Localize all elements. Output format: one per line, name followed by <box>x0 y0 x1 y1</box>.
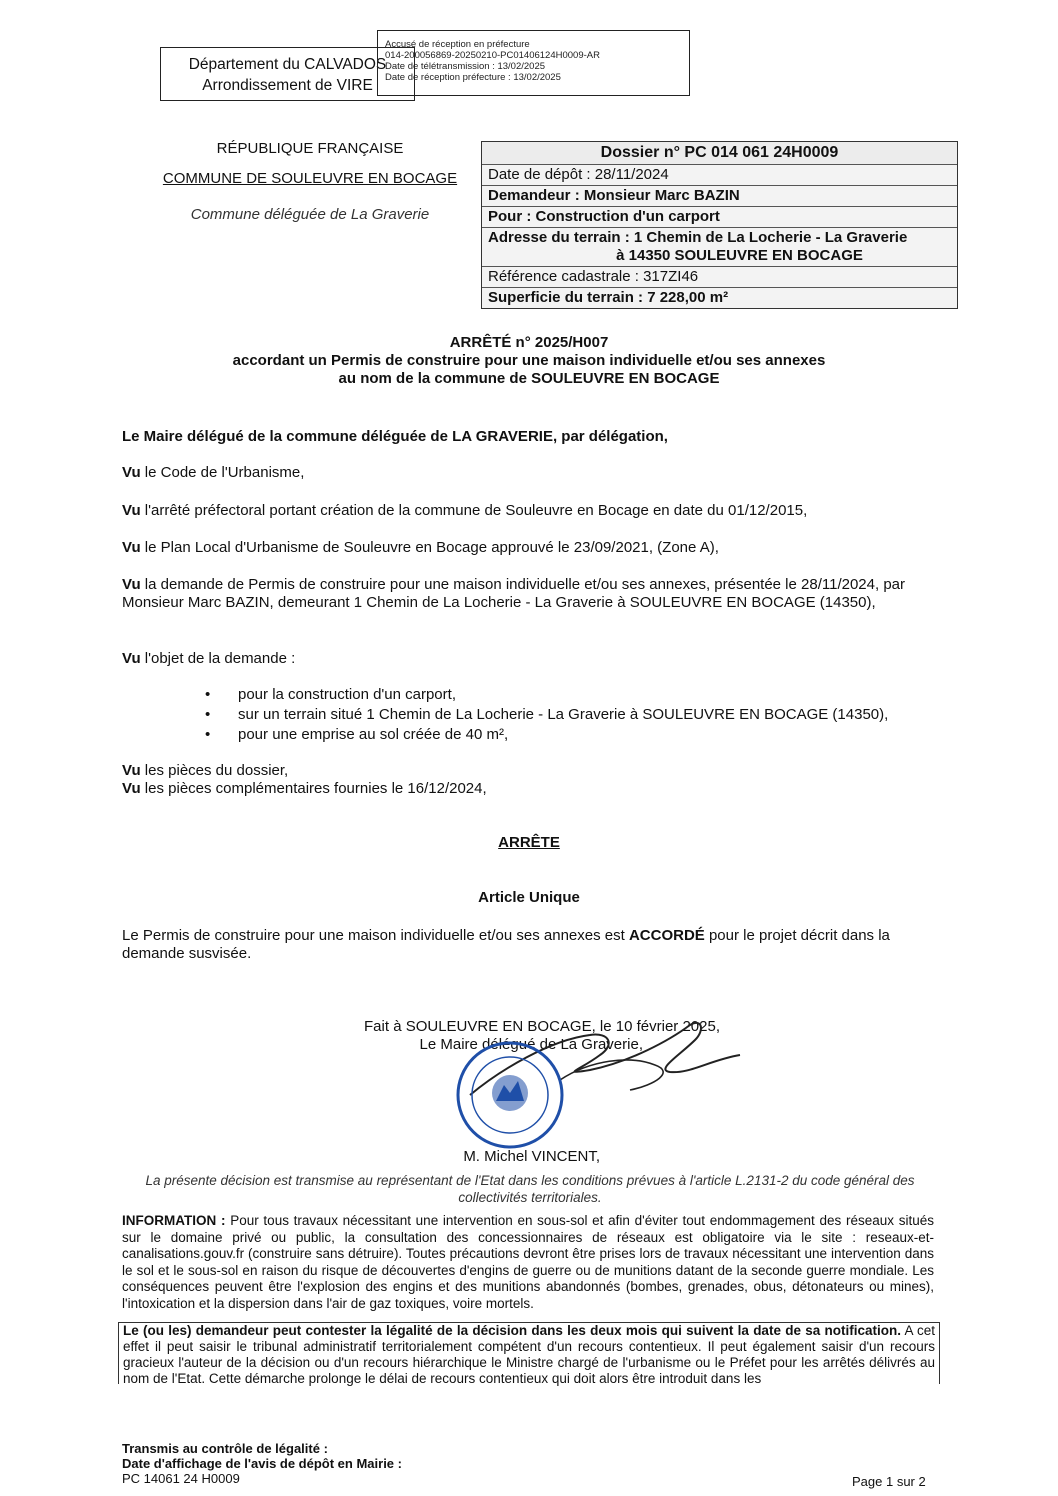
dossier-date-depot: Date de dépôt : 28/11/2024 <box>482 164 957 185</box>
vu-text: la demande de Permis de construire pour une maison individuelle et/ou ses annexes, présentée le 28/11/2024, par Monsieur Marc BAZIN, demeurant 1 Chemin de La Locherie - La Graverie à SOULEUVRE EN BOCAGE (14350), <box>122 576 905 611</box>
fait-line: Fait à SOULEUVRE EN BOCAGE, le 10 février 2025, <box>364 1018 720 1035</box>
prefecture-receipt-stamp <box>377 30 690 96</box>
info-label: INFORMATION : <box>122 1213 226 1228</box>
arrondissement-line: Arrondissement de VIRE <box>202 77 373 94</box>
stamp-line-4: Date de réception préfecture : 13/02/2025 <box>385 72 561 83</box>
recours-block <box>118 1322 940 1384</box>
vu-label: Vu <box>122 539 141 556</box>
department-line: Département du CALVADOS <box>188 56 387 73</box>
dossier-superficie: Superficie du terrain : 7 228,00 m² <box>482 287 957 308</box>
dossier-table <box>481 141 958 309</box>
maire-role: Le Maire délégué de La Graverie, <box>419 1036 643 1053</box>
vu-label: Vu <box>122 650 141 667</box>
vu-objet <box>122 650 934 668</box>
vu-demande <box>122 576 934 612</box>
article-text-part: pour le projet décrit dans la demande susvisée. <box>122 927 890 962</box>
article-text <box>122 927 934 963</box>
adresse-line-1: Adresse du terrain : 1 Chemin de La Locherie - La Graverie <box>488 229 908 246</box>
republic-heading: RÉPUBLIQUE FRANÇAISE <box>216 140 404 157</box>
article-text-part: Le Permis de construire pour une maison individuelle et/ou ses annexes est <box>122 927 629 944</box>
vu-plu <box>122 539 934 557</box>
recours-text: A cet effet il peut saisir le tribunal administratif territorialement compétent d'un recours contentieux. Il peut également saisir d'un recours gracieux l'auteur de la décision ou d'un recours hiérarchique le Ministre chargé de l'urbanisme ou le Préfet pour les arrêtés délivrés au nom de l'Etat. Cette démarche prolonge le délai de recours contentieux qui doit alors être introduit dans les <box>123 1323 935 1386</box>
list-item: • sur un terrain situé 1 Chemin de La Locherie - La Graverie à SOULEUVRE EN BOCAGE (14350), <box>205 706 965 724</box>
vu-label: Vu <box>122 780 141 797</box>
objet-list <box>205 686 965 744</box>
arrete-subtitle-2: au nom de la commune de SOULEUVRE EN BOCAGE <box>338 370 720 387</box>
commune-heading: COMMUNE DE SOULEUVRE EN BOCAGE <box>162 170 458 187</box>
arrete-subtitle-1: accordant un Permis de construire pour une maison individuelle et/ou ses annexes <box>232 352 826 369</box>
transmission-note: La présente décision est transmise au représentant de l'Etat dans les conditions prévues à l'article L.2131-2 du code général des collectivités territoriales. <box>145 1173 915 1205</box>
vu-text: l'arrêté préfectoral portant création de la commune de Souleuvre en Bocage en date du 01/12/2015, <box>144 502 808 519</box>
footer-affichage: Date d'affichage de l'avis de dépôt en Mairie : <box>122 1456 402 1471</box>
vu-pieces <box>122 762 934 780</box>
vu-text: les pièces du dossier, <box>144 762 289 779</box>
dossier-pour: Pour : Construction d'un carport <box>482 206 957 227</box>
dossier-number: Dossier n° PC 014 061 24H0009 <box>482 142 957 164</box>
vu-text: l'objet de la demande : <box>144 650 296 667</box>
page-number: Page 1 sur 2 <box>852 1474 926 1489</box>
vu-text: le Plan Local d'Urbanisme de Souleuvre en Bocage approuvé le 23/09/2021, (Zone A), <box>144 539 719 556</box>
recours-heading: Le (ou les) demandeur peut contester la légalité de la décision dans les deux mois qui suivent la date de sa notification. <box>123 1323 901 1338</box>
arrete-heading: ARRÊTE <box>498 834 560 851</box>
article-heading: Article Unique <box>478 889 580 906</box>
stamp-line-3: Date de télétransmission : 13/02/2025 <box>385 61 546 72</box>
vu-label: Vu <box>122 762 141 779</box>
arrete-title <box>100 334 958 388</box>
maire-line: Le Maire délégué de la commune déléguée de LA GRAVERIE, par délégation, <box>122 428 668 445</box>
list-item: • pour la construction d'un carport, <box>205 686 965 704</box>
accorde-word: ACCORDÉ <box>628 927 705 944</box>
vu-label: Vu <box>122 502 141 519</box>
dossier-adresse <box>482 227 957 266</box>
vu-label: Vu <box>122 576 141 593</box>
list-item: • pour une emprise au sol créée de 40 m², <box>205 726 965 744</box>
stamp-line-1: Accusé de réception en préfecture <box>385 39 530 50</box>
dossier-reference: Référence cadastrale : 317ZI46 <box>482 266 957 287</box>
signatory-name: M. Michel VINCENT, <box>463 1148 600 1165</box>
info-text: Pour tous travaux nécessitant une intervention en sous-sol et afin d'éviter tout endommagement des réseaux situés sur le domaine privé ou public, la consultation des concessionnaires de réseaux est obligatoire via le site : reseaux-et-canalisations.gouv.fr (construire sans détruire). Toutes précautions devront être prises lors de travaux nécessitant une intervention dans le sol et le sous-sol en raison du risque de découvertes d'engins de guerre ou de munitions datant de la seconde guerre mondiale. Les conséquences peuvent être l'explosion des engins et des munitions abandonnés (bombes, grenades, obus, détonateurs ou mines), l'intoxication et la dispersion dans l'air de gaz toxiques, voire mortels. <box>122 1213 934 1311</box>
information-block <box>122 1213 934 1312</box>
footer-reference: PC 14061 24 H0009 <box>122 1471 240 1486</box>
dossier-demandeur: Demandeur : Monsieur Marc BAZIN <box>482 185 957 206</box>
delegated-commune: Commune déléguée de La Graverie <box>190 206 430 223</box>
vu-label: Vu <box>122 464 141 481</box>
stamp-line-2: 014-200056869-20250210-PC01406124H0009-AR <box>385 50 600 61</box>
vu-text: les pièces complémentaires fournies le 16/12/2024, <box>144 780 487 797</box>
vu-text: le Code de l'Urbanisme, <box>144 464 305 481</box>
vu-code <box>122 464 934 482</box>
vu-pieces-complementaires <box>122 780 934 798</box>
footer-transmis: Transmis au contrôle de légalité : <box>122 1441 328 1456</box>
vu-arrete-prefectoral <box>122 502 934 520</box>
arrete-number: ARRÊTÉ n° 2025/H007 <box>449 334 609 351</box>
adresse-line-2: à 14350 SOULEUVRE EN BOCAGE <box>616 247 863 264</box>
commune-seal <box>458 1043 562 1147</box>
signature-and-seal <box>440 1000 770 1160</box>
